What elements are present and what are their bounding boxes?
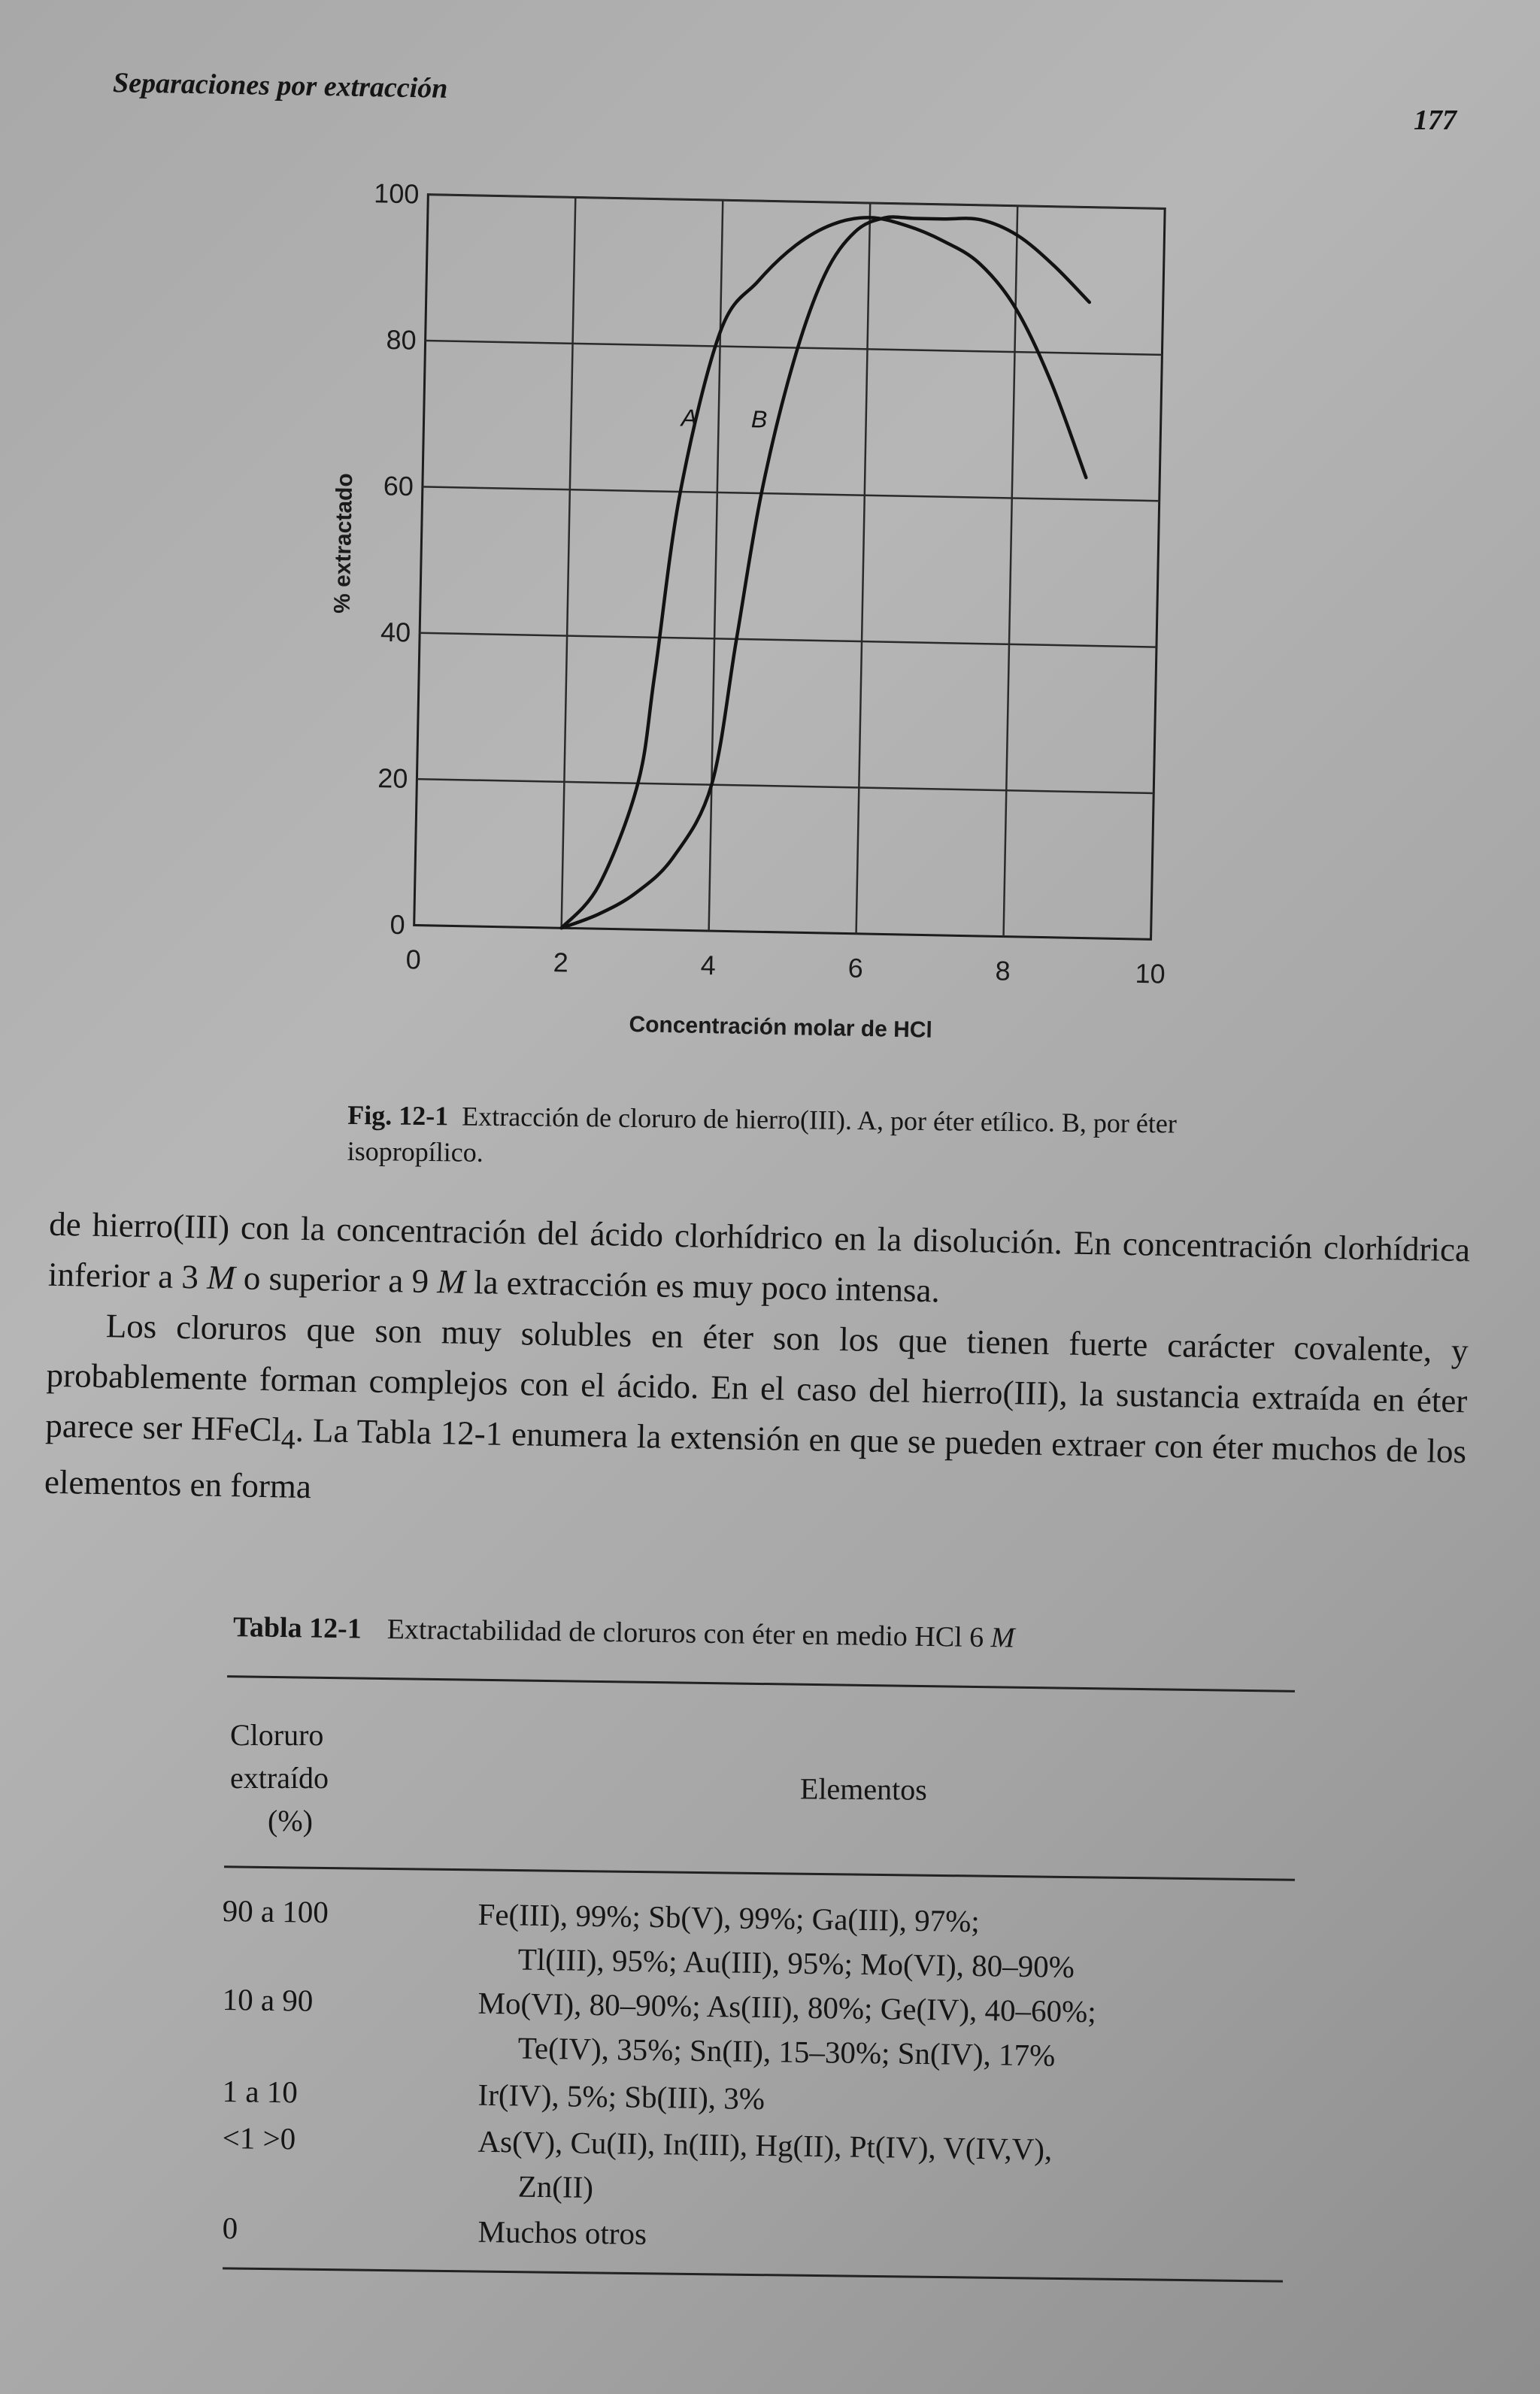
row-elements-line: Muchos otros <box>477 2214 647 2251</box>
table-rule-top <box>227 1675 1295 1692</box>
col1-header-line: (%) <box>268 1803 313 1838</box>
text-run: o superior a 9 <box>235 1259 438 1301</box>
text-run: M <box>436 1262 466 1301</box>
row-elements-line: Te(IV), 35%; Sn(II), 15–30%; Sn(IV), 17% <box>517 2030 1056 2073</box>
row-elements-line: Zn(II) <box>517 2168 594 2205</box>
body-text <box>44 1199 1470 1534</box>
text-run: . La Tabla 12-1 enumera la extensión en que se pueden extraer con éter muchos de los elementos en forma <box>44 1411 1467 1506</box>
y-tick-label: 60 <box>383 470 414 502</box>
series-label-a: A <box>681 404 698 432</box>
row-elements <box>477 1981 1290 2082</box>
row-elements <box>477 2120 1290 2220</box>
row-range: 10 a 90 <box>222 1982 314 2018</box>
x-tick-label: 2 <box>553 947 569 978</box>
y-tick-label: 40 <box>380 616 411 648</box>
y-tick-label: 80 <box>386 324 417 356</box>
col1-header-line: Cloruro <box>230 1718 324 1752</box>
series-label-b: B <box>750 405 768 433</box>
x-axis-label: Concentración molar de HCl <box>629 1012 933 1043</box>
table-col2-header: Elementos <box>799 1771 928 1807</box>
table-col1-header <box>230 1714 350 1842</box>
table-label: Tabla 12-1 <box>232 1611 362 1645</box>
y-tick-label: 100 <box>373 177 420 210</box>
grid-line-horizontal <box>428 195 1165 209</box>
x-tick-label: 10 <box>1135 957 1166 989</box>
x-tick-label: 4 <box>700 949 717 981</box>
figure-caption-text: Extracción de cloruro de hierro(III). A, por éter etílico. B, por éter isopropílico. <box>347 1101 1178 1168</box>
chart-plot-group <box>322 177 1181 1047</box>
table-title <box>233 1611 1301 1659</box>
y-axis-label: % extractado <box>329 472 358 614</box>
row-elements <box>477 1892 1290 1993</box>
row-range: 1 a 10 <box>222 2074 299 2110</box>
table-row <box>222 1889 1298 1985</box>
row-range: 0 <box>222 2211 238 2246</box>
x-tick-label: 0 <box>405 944 422 975</box>
series-line-b <box>562 211 1091 938</box>
grid-line-vertical <box>1004 206 1018 937</box>
chart-frame <box>414 195 1165 940</box>
x-tick-label: 6 <box>847 952 864 983</box>
chart-svg <box>316 173 1218 1098</box>
table-title-text: Extractabilidad de cloruros con éter en medio HCl 6 <box>387 1613 991 1654</box>
table-rule-mid <box>224 1865 1295 1880</box>
figure-12-1-chart <box>316 173 1218 1098</box>
grid-line-horizontal <box>420 633 1157 647</box>
table-title-unit: M <box>990 1622 1015 1654</box>
row-range: 90 a 100 <box>222 1893 329 1929</box>
grid-line-horizontal <box>417 779 1153 793</box>
col1-header-line: extraído <box>230 1760 329 1795</box>
text-run: la extracción es muy poco intensa. <box>465 1262 941 1310</box>
row-range: <1 >0 <box>222 2120 296 2156</box>
row-elements-line: Ir(IV), 5%; Sb(III), 3% <box>477 2077 765 2117</box>
row-elements-line: Tl(III), 95%; Au(III), 95%; Mo(VI), 80–90% <box>517 1941 1075 1985</box>
paragraph-2 <box>44 1300 1469 1534</box>
grid-line-horizontal <box>423 486 1160 501</box>
text-run: de hierro(III) con la concentración del ácido clorhídrico en la disolución. En concentración clorhídrica inferior a 3 <box>47 1205 1471 1296</box>
row-elements-line: Mo(VI), 80–90%; As(III), 80%; Ge(IV), 40–60%; <box>477 1985 1096 2029</box>
table-rule-bottom <box>223 2267 1283 2282</box>
grid-line-vertical <box>709 200 723 931</box>
grid-line-horizontal <box>426 341 1163 355</box>
text-run: M <box>206 1258 236 1297</box>
y-tick-label: 20 <box>377 762 408 794</box>
grid-line-vertical <box>856 203 871 934</box>
series-line-a <box>562 212 1091 938</box>
text-run: 4 <box>280 1424 296 1456</box>
x-tick-label: 8 <box>995 955 1011 986</box>
page-number: 177 <box>1414 105 1457 136</box>
figure-caption <box>347 1098 1220 1179</box>
grid-line-vertical <box>562 197 576 928</box>
running-head: Separaciones por extracción <box>112 67 448 105</box>
row-elements-line: Fe(III), 99%; Sb(V), 99%; Ga(III), 97%; <box>477 1896 981 1939</box>
y-tick-label: 0 <box>390 908 406 941</box>
figure-caption-label: Fig. 12-1 <box>347 1099 449 1132</box>
text-run: Los cloruros que son muy solubles en éter son los que tienen fuerte carácter covalente, y probablemente forman complejos con el ácido. En el caso del hierro(III), la sustancia extraída en éter parece ser HFeCl <box>44 1307 1469 1449</box>
row-elements-line: As(V), Cu(II), In(III), Hg(II), Pt(IV), V(IV,V), <box>477 2123 1053 2167</box>
